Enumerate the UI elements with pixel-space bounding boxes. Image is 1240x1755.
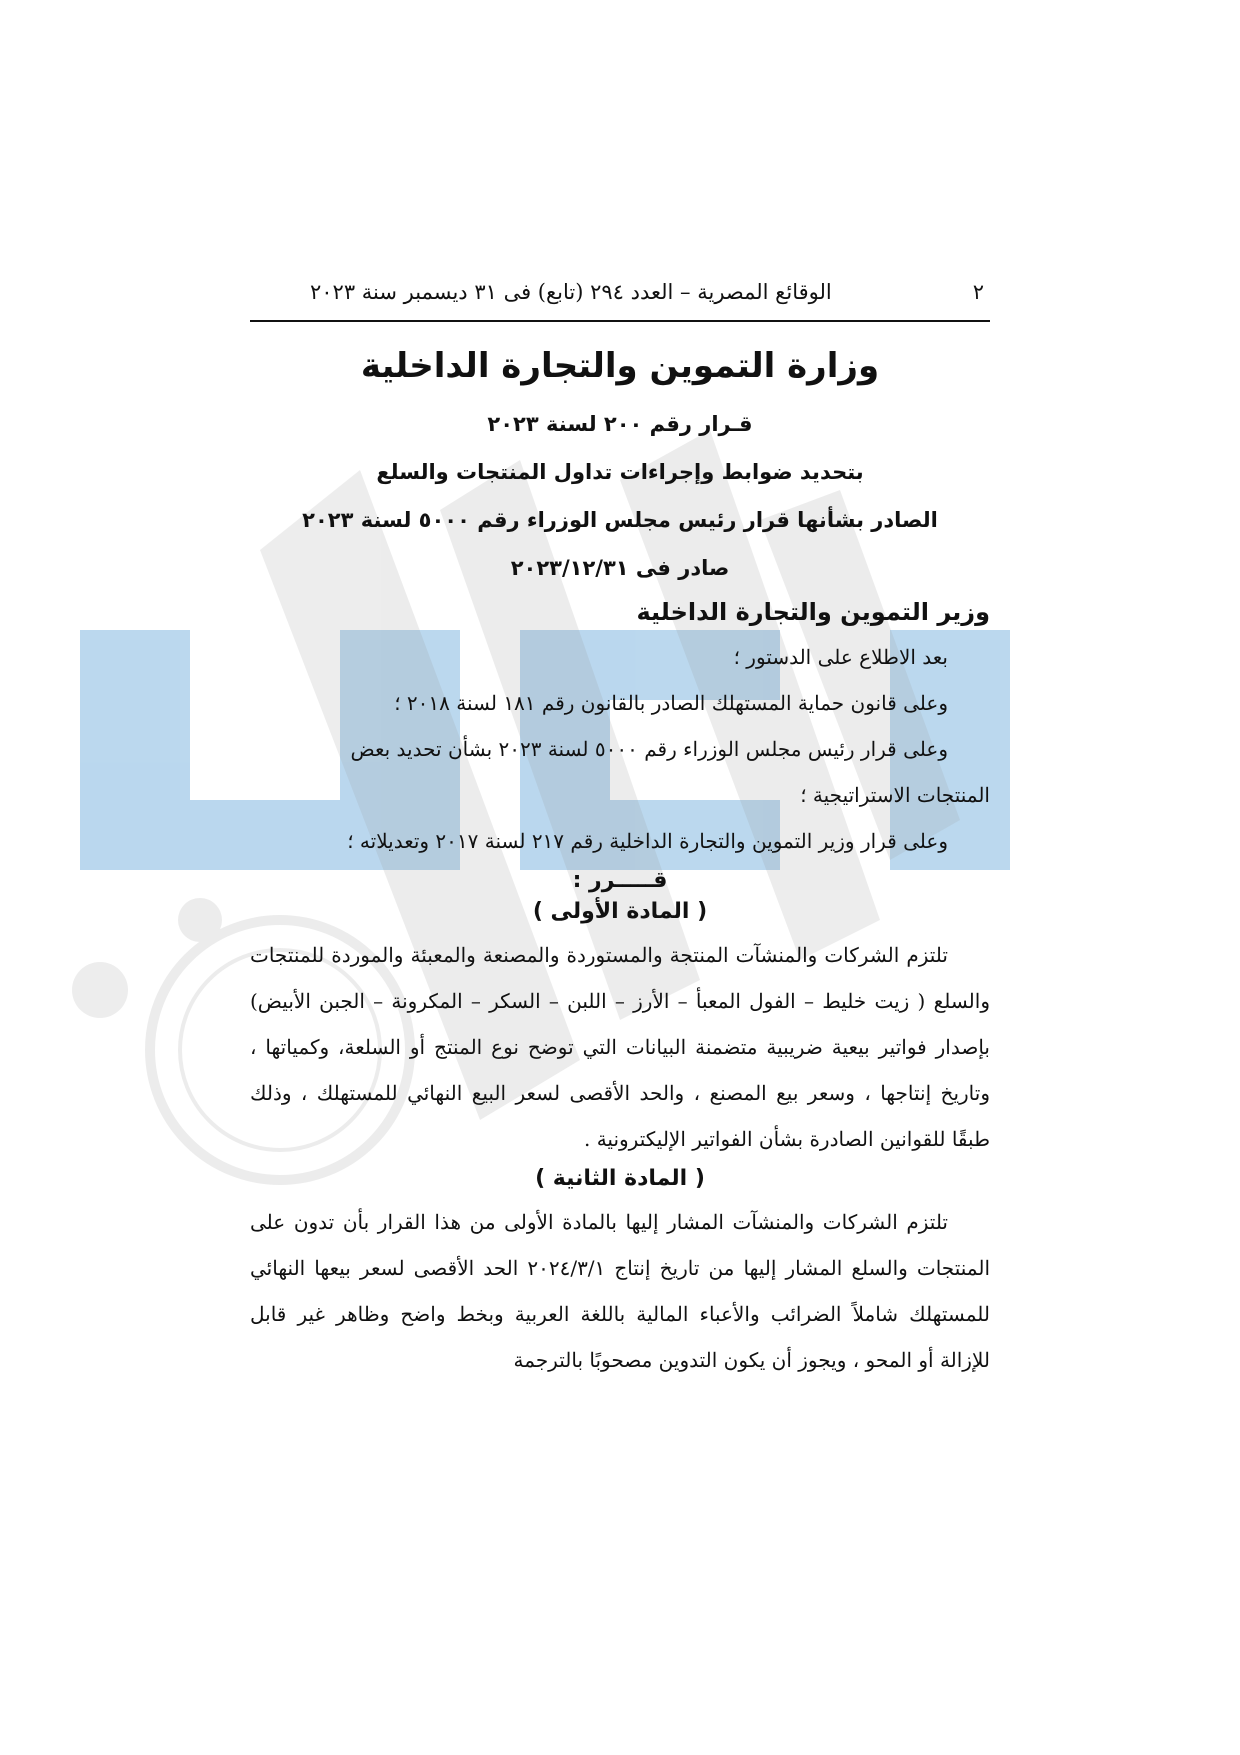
article-1-title: ( المادة الأولى ) [532, 899, 708, 924]
preamble-line: وعلى قانون حماية المستهلك الصادر بالقانون رقم ١٨١ لسنة ٢٠١٨ ؛ [394, 691, 948, 715]
page-number: ٢ [972, 280, 984, 304]
preamble-line: بعد الاطلاع على الدستور ؛ [733, 645, 948, 669]
decree-reference: الصادر بشأنها قرار رئيس مجلس الوزراء رقم ٥٠٠٠ لسنة ٢٠٢٣ [302, 508, 938, 532]
decree-number: قـرار رقم ٢٠٠ لسنة ٢٠٢٣ [487, 412, 753, 436]
preamble-line: وعلى قرار رئيس مجلس الوزراء رقم ٥٠٠٠ لسنة ٢٠٢٣ بشأن تحديد بعض [350, 737, 948, 761]
article-2-text: تلتزم الشركات والمنشآت المشار إليها بالمادة الأولى من هذا القرار بأن تدون على المنتجات والسلع المشار إليها من تاريخ إنتاج ٢٠٢٤/٣/١ الحد الأقصى لسعر بيعها النهائي للمستهلك شاملاً الضرائب والأعباء المالية باللغة العربية وبخط واضح وظاهر غير قابل للإزالة أو المحو ، ويجوز أن يكون التدوين مصحوبًا بالترجمة [250, 1210, 990, 1372]
preamble-line: وعلى قرار وزير التموين والتجارة الداخلية رقم ٢١٧ لسنة ٢٠١٧ وتعديلاته ؛ [347, 829, 948, 853]
gazette-issue-line: الوقائع المصرية – العدد ٢٩٤ (تابع) فى ٣١ ديسمبر سنة ٢٠٢٣ [310, 280, 832, 304]
decree-subject: بتحديد ضوابط وإجراءات تداول المنتجات والسلع [376, 460, 864, 484]
ministry-title: وزارة التموين والتجارة الداخلية [360, 346, 880, 386]
decided-heading: قـــــرر : [572, 868, 668, 893]
article-2-title: ( المادة الثانية ) [535, 1166, 705, 1191]
page-header [250, 280, 990, 322]
decree-issue-date: صادر فى ٢٠٢٣/١٢/٣١ [510, 556, 730, 580]
gazette-page [250, 280, 990, 1383]
minister-title: وزير التموين والتجارة الداخلية [636, 598, 990, 626]
article-1-text: تلتزم الشركات والمنشآت المنتجة والمستوردة والمصنعة والمعبئة والموردة للمنتجات والسلع ( زيت خليط – الفول المعبأ – الأرز – اللبن – السكر – المكرونة – الجبن الأبيض) بإصدار فواتير بيعية ضريبية متضمنة البيانات التي توضح نوع المنتج أو السلعة، وكمياتها ، وتاريخ إنتاجها ، وسعر بيع المصنع ، والحد الأقصى لسعر البيع النهائي للمستهلك ، وذلك طبقًا للقوانين الصادرة بشأن الفواتير الإليكترونية . [250, 943, 990, 1151]
preamble-line: المنتجات الاستراتيجية ؛ [800, 783, 990, 807]
